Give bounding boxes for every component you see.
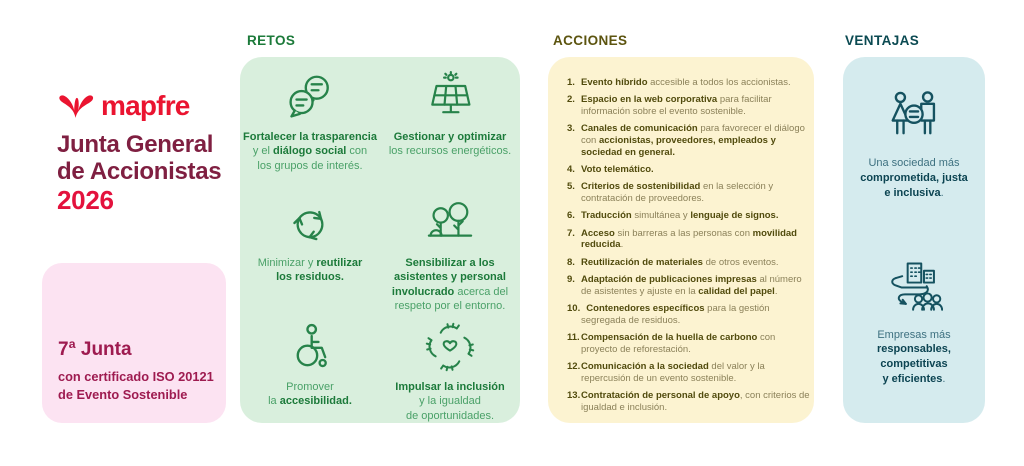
page-title bbox=[57, 131, 221, 216]
wheelchair-icon bbox=[283, 320, 337, 374]
text-regular: simultánea y bbox=[631, 210, 691, 222]
hands-heart-icon bbox=[423, 320, 477, 374]
accion-text bbox=[581, 210, 778, 221]
accion-item bbox=[567, 332, 811, 356]
text-regular: los grupos de interés. bbox=[257, 159, 363, 172]
mapfre-logo bbox=[56, 92, 190, 120]
text-bold: Contratación de personal de apoyo bbox=[581, 390, 740, 402]
text-bold: Impulsar la inclusión bbox=[395, 381, 505, 393]
reto-item bbox=[380, 314, 520, 430]
text-bold: lenguaje de signos. bbox=[690, 210, 779, 222]
accion-number: 11. bbox=[567, 332, 580, 344]
badge-title: 7ª Junta bbox=[58, 339, 132, 361]
accion-number: 1. bbox=[567, 77, 575, 88]
text-bold: diálogo social bbox=[273, 145, 347, 158]
retos-grid bbox=[240, 64, 520, 430]
ventaja-item bbox=[877, 259, 951, 387]
accion-number: 7. bbox=[567, 227, 575, 239]
ventajas-list bbox=[843, 57, 985, 387]
accion-text bbox=[581, 332, 775, 355]
acciones-header: ACCIONES bbox=[553, 33, 628, 48]
reto-item bbox=[240, 190, 380, 310]
accion-text bbox=[581, 274, 802, 297]
text-regular: en la selección y contratación de proveedores. bbox=[581, 181, 774, 205]
accion-text bbox=[581, 257, 779, 268]
text-bold: Canales de comunicación bbox=[581, 123, 698, 135]
accion-number: 2. bbox=[567, 94, 575, 106]
text-bold: Comunicación a la sociedad bbox=[581, 361, 709, 373]
reto-item bbox=[380, 190, 520, 310]
text-bold: Contenedores específicos bbox=[581, 302, 705, 314]
text-bold: e inclusiva bbox=[884, 186, 941, 199]
text-bold: Espacio en la web corporativa bbox=[581, 94, 718, 106]
text-bold: Gestionar y optimizar bbox=[393, 131, 507, 143]
text-regular: sin barreras a las personas con bbox=[614, 227, 753, 239]
text-bold: competitivas bbox=[880, 358, 948, 371]
text-regular: Promover bbox=[286, 381, 334, 393]
title-line-2: de Accionistas bbox=[57, 158, 222, 186]
accion-item bbox=[567, 390, 811, 414]
recycle-icon bbox=[283, 196, 337, 250]
accion-item bbox=[567, 77, 811, 89]
text-regular: accesible a todos los accionistas. bbox=[647, 77, 791, 88]
accion-text bbox=[581, 164, 654, 175]
retos-header: RETOS bbox=[247, 33, 296, 48]
accion-number: 3. bbox=[567, 123, 575, 135]
text-regular: del valor y la repercusión de un evento sostenible. bbox=[581, 361, 765, 384]
accion-number: 10. bbox=[567, 302, 581, 314]
accion-item bbox=[567, 361, 811, 385]
text-regular: . bbox=[940, 186, 944, 199]
text-regular: Empresas más bbox=[877, 328, 951, 341]
title-line-1: Junta General bbox=[57, 131, 214, 158]
text-regular: con bbox=[346, 145, 368, 158]
text-regular: con proyecto de reforestación. bbox=[581, 332, 776, 355]
accion-number: 8. bbox=[567, 256, 575, 268]
ventaja-text bbox=[877, 328, 951, 387]
text-bold: Fortalecer la trasparencia bbox=[243, 131, 377, 143]
title-year: 2026 bbox=[57, 185, 114, 216]
text-regular: al número de asistentes y ajuste en la bbox=[581, 273, 802, 297]
text-regular: . bbox=[620, 239, 624, 251]
text-bold: responsables, bbox=[877, 343, 951, 356]
accion-item bbox=[567, 123, 811, 158]
text-regular: y la igualdad bbox=[419, 395, 481, 408]
ventaja-item bbox=[860, 87, 968, 201]
badge-line-2: de Evento Sostenible bbox=[58, 386, 188, 402]
text-bold: involucrado bbox=[391, 285, 455, 298]
accion-number: 6. bbox=[567, 210, 575, 222]
accion-text bbox=[581, 228, 797, 251]
reto-text bbox=[389, 130, 511, 159]
text-regular: para facilitar información sobre el evento sostenible. bbox=[581, 94, 772, 118]
text-regular: para la gestión segregada de residuos. bbox=[581, 302, 770, 326]
accion-text bbox=[581, 181, 773, 204]
text-bold: reutilizar bbox=[316, 257, 363, 269]
text-bold: Compensación de la huella de carbono bbox=[581, 332, 758, 344]
text-bold: Sensibilizar a los bbox=[405, 257, 495, 269]
accion-number: 5. bbox=[567, 181, 575, 193]
text-regular: para favorecer el diálogo con bbox=[581, 123, 805, 147]
text-bold: Evento híbrido bbox=[581, 77, 648, 88]
accion-item bbox=[567, 228, 811, 252]
accion-text bbox=[581, 123, 805, 158]
text-regular: , con criterios de igualdad e inclusión. bbox=[581, 390, 810, 413]
accion-number: 9. bbox=[567, 273, 575, 285]
text-bold: Traducción bbox=[581, 210, 632, 222]
accion-item bbox=[567, 181, 811, 205]
text-bold: comprometida, justa bbox=[860, 171, 968, 184]
text-regular: de oportunidades. bbox=[405, 409, 495, 422]
text-bold: y eficientes bbox=[882, 373, 943, 386]
text-bold: Reutilización de materiales bbox=[581, 256, 703, 268]
text-regular: y el bbox=[252, 145, 274, 158]
hand-company-people-icon bbox=[885, 259, 943, 317]
text-regular: de otros eventos. bbox=[702, 256, 779, 268]
accion-text bbox=[581, 361, 765, 384]
text-bold: Acceso bbox=[581, 227, 615, 239]
text-bold: Adaptación de publicaciones impresas bbox=[581, 273, 757, 285]
reto-text bbox=[243, 130, 377, 173]
reto-item bbox=[240, 64, 380, 186]
text-regular: los recursos energéticos. bbox=[388, 145, 512, 158]
accion-item bbox=[567, 164, 811, 176]
text-regular: Una sociedad más bbox=[868, 157, 960, 169]
text-regular: acerca del bbox=[454, 285, 509, 298]
trees-icon bbox=[423, 196, 477, 250]
chat-bubbles-icon bbox=[283, 70, 337, 124]
accion-text bbox=[581, 390, 810, 413]
text-regular: la bbox=[268, 395, 280, 408]
acciones-list bbox=[567, 77, 811, 419]
text-regular: . bbox=[774, 285, 778, 297]
text-regular: . bbox=[942, 373, 946, 386]
reto-item bbox=[240, 314, 380, 430]
text-bold: Voto telemático. bbox=[581, 164, 654, 176]
text-bold: asistentes y personal bbox=[394, 271, 506, 284]
accion-item bbox=[567, 94, 811, 118]
reto-text bbox=[392, 256, 508, 313]
accion-text bbox=[581, 77, 791, 88]
iso-certificate-badge bbox=[42, 263, 226, 423]
reto-text bbox=[395, 380, 504, 423]
accion-item bbox=[567, 210, 811, 222]
text-bold: accionistas, proveedores, empleados y sociedad en general. bbox=[581, 135, 776, 158]
reto-text bbox=[268, 380, 352, 409]
accion-number: 12. bbox=[567, 361, 581, 373]
badge-line-1: con certificado ISO 20121 bbox=[58, 369, 214, 385]
text-bold: movilidad reducida bbox=[581, 227, 797, 251]
badge-text-block bbox=[58, 339, 214, 403]
text-bold: los residuos. bbox=[276, 271, 344, 284]
accion-item bbox=[567, 257, 811, 269]
ventaja-text bbox=[860, 156, 968, 201]
accion-item bbox=[567, 303, 811, 327]
reto-item bbox=[380, 64, 520, 186]
text-bold: Criterios de sostenibilidad bbox=[581, 181, 701, 193]
accion-text bbox=[581, 303, 770, 326]
accion-text bbox=[581, 94, 772, 117]
reto-text bbox=[258, 256, 363, 285]
solar-panel-icon bbox=[423, 70, 477, 124]
text-bold: accesibilidad. bbox=[279, 395, 352, 408]
text-regular: respeto por el entorno. bbox=[394, 299, 506, 312]
text-bold: calidad del papel bbox=[698, 285, 775, 297]
text-regular: Minimizar y bbox=[257, 257, 317, 269]
mapfre-flower-icon bbox=[56, 92, 96, 120]
accion-item bbox=[567, 274, 811, 298]
ventajas-header: VENTAJAS bbox=[845, 33, 920, 48]
equality-icon bbox=[885, 87, 943, 145]
accion-number: 13. bbox=[567, 390, 581, 402]
mapfre-wordmark: mapfre bbox=[101, 90, 190, 121]
accion-number: 4. bbox=[567, 164, 575, 176]
